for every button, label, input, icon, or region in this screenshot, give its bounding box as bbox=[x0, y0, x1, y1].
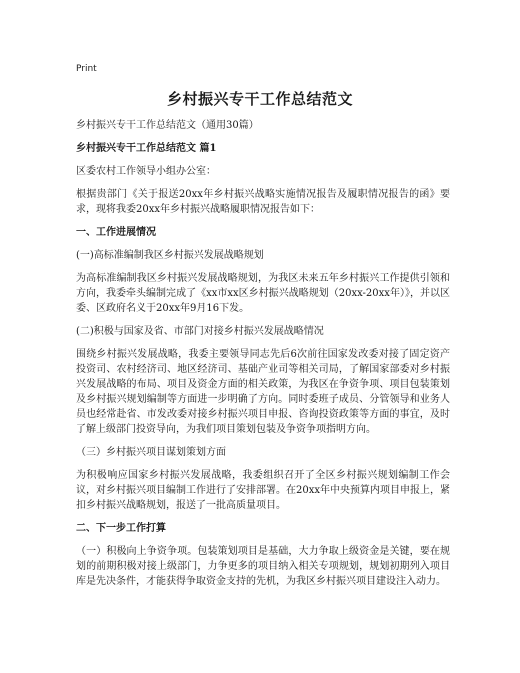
document-body bbox=[76, 118, 450, 597]
paragraph-3: 为积极响应国家乡村振兴发展战略，我委组织召开了全区乡村振兴规划编制工作会议，对乡村振兴项目编制工作进行了安排部署。在20xx年中央预算内项目申报上，紧扣乡村振兴战略规划，报送了一批高质量项目。 bbox=[76, 470, 451, 511]
subheading-3: （三）乡村振兴项目谋划策划方面 bbox=[76, 447, 226, 458]
salutation: 区委农村工作领导小组办公室： bbox=[76, 166, 216, 177]
page-title: 乡村振兴专干工作总结范文 bbox=[166, 90, 353, 108]
subheading-2: (二)积极与国家及省、市部门对接乡村振兴发展战略情况 bbox=[76, 326, 324, 337]
heading-next-steps: 二、下一步工作打算 bbox=[76, 523, 166, 534]
subheading-1: (一)高标准编制我区乡村振兴发展战略规划 bbox=[76, 250, 264, 261]
paragraph-4: （一）积极向上争资争项。包装策划项目是基础，大力争取上级资金是关键，要在规划的前期积极对接上级部门，力争更多的项目纳入相关专项规划，规划初期列入项目库是先决条件，才能获得争取资金支持的先机，为我区乡村振兴项目建设注入动力。 bbox=[76, 546, 450, 587]
intro-paragraph: 根据贵部门《关于报送20xx年乡村振兴战略实施情况报告及履职情况报告的函》要求，现将我委20xx年乡村振兴战略履职情况报告如下： bbox=[76, 189, 450, 215]
paragraph-1: 为高标准编制我区乡村振兴发展战略规划，为我区未来五年乡村振兴工作提供引领和方向，我委牵头编制完成了《xx市xx区乡村振兴战略规划（20xx-20xx年）》，并以区委、区政府名义于20xx年9月16下发。 bbox=[76, 273, 450, 314]
section-title: 乡村振兴专干工作总结范文 篇1 bbox=[76, 143, 217, 154]
heading-progress: 一、工作进展情况 bbox=[76, 227, 156, 238]
paragraph-2: 围绕乡村振兴发展战略，我委主要领导同志先后6次前往国家发改委对接了固定资产投资司、农村经济司、地区经济司、基础产业司等相关司局，了解国家部委对乡村振兴发展战略的布局、项目及资金方面的相关政策，为我区在争资争项、项目包装策划及乡村振兴规划编制等方面进一步明确了方向。同时委班子成员、分管领导和业务人员也经常赴省、市发改委对接乡村振兴项目申报、咨询投资政策等方面的事宜，及时了解上级部门投资导向，为我们项目策划包装及争资争项指明方向。 bbox=[76, 349, 450, 435]
document-subtitle: 乡村振兴专干工作总结范文（通用30篇） bbox=[76, 120, 259, 131]
print-link[interactable]: Print bbox=[76, 64, 97, 74]
